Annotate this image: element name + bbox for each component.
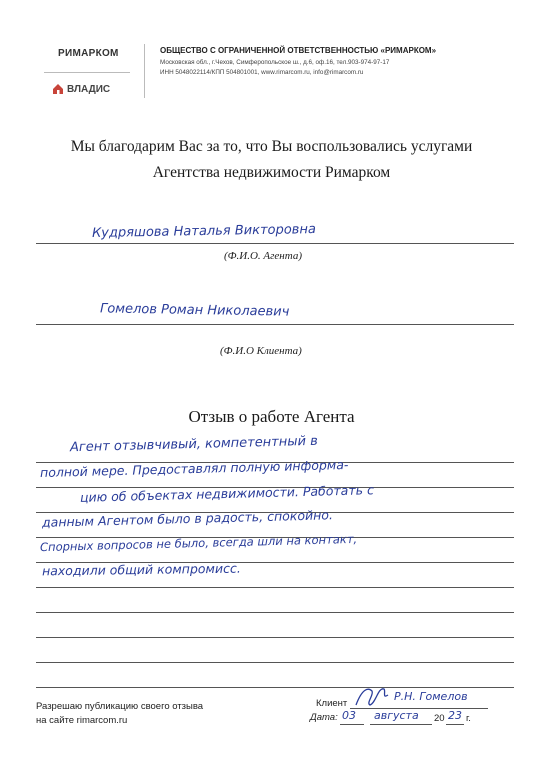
- date-day: 03: [342, 709, 356, 722]
- review-line: [36, 637, 514, 638]
- house-icon: [52, 83, 64, 95]
- brand-logo: РИМАРКОМ: [58, 48, 119, 59]
- agent-name-line: [36, 243, 514, 244]
- date-month-line: [370, 724, 432, 725]
- review-text-line-4: данным Агентом было в радость, спокойно.: [41, 507, 334, 530]
- signature-scribble: [352, 683, 394, 709]
- client-name-handwritten: Гомелов Роман Николаевич: [99, 301, 290, 320]
- publication-consent: [36, 700, 203, 728]
- review-text-line-2: полной мере. Предоставлял полную информа-: [39, 456, 349, 481]
- review-line: [36, 587, 514, 588]
- review-text-line-1: Агент отзывчивый, компетентный в: [69, 433, 318, 456]
- date-label: Дата:: [310, 712, 338, 723]
- date-month: августа: [374, 709, 419, 722]
- date-year-line: [446, 724, 464, 725]
- client-name-line: [36, 324, 514, 325]
- sub-brand-name: ВЛАДИС: [67, 83, 111, 95]
- date-year-end: г.: [466, 713, 471, 724]
- date-year-prefix: 20: [434, 713, 445, 724]
- client-signature-text: Р.Н. Гомелов: [394, 690, 468, 703]
- client-label: Клиент: [316, 698, 348, 709]
- logo-divider: [44, 72, 130, 73]
- header-divider: [144, 44, 145, 98]
- review-text-line-6: находили общий компромисс.: [41, 560, 241, 579]
- company-address: Московская обл., г.Чехов, Симферопольское ш., д.6, оф.16, тел.903-974-97-17: [160, 59, 390, 66]
- review-title: Отзыв о работе Агента: [188, 407, 355, 426]
- company-name: ОБЩЕСТВО С ОГРАНИЧЕННОЙ ОТВЕТСТВЕННОСТЬЮ «РИМАРКОМ»: [160, 46, 437, 55]
- thanks-line-1: Мы благодарим Вас за то, что Вы воспользовались услугами: [70, 138, 473, 155]
- thanks-line-2: Агентства недвижимости Римарком: [152, 164, 391, 181]
- company-requisites: ИНН 5048022114/КПП 504801001, www.rimarcom.ru, info@rimarcom.ru: [160, 69, 364, 76]
- review-text-line-5: Спорных вопросов не было, всегда шли на контакт,: [39, 531, 358, 555]
- review-line: [36, 687, 514, 688]
- review-text-line-3: цию об объектах недвижимости. Работать с: [79, 482, 375, 505]
- agent-name-handwritten: Кудряшова Наталья Викторовна: [91, 222, 317, 241]
- date-day-line: [340, 724, 364, 725]
- sub-brand-logo: [52, 83, 110, 95]
- client-caption: (Ф.И.О Клиента): [220, 345, 302, 357]
- agent-caption: (Ф.И.О. Агента): [224, 250, 302, 262]
- date-year-suffix: 23: [448, 709, 462, 722]
- consent-line-2: на сайте rimarcom.ru: [36, 715, 128, 726]
- review-line: [36, 662, 514, 663]
- consent-line-1: Разрешаю публикацию своего отзыва: [36, 701, 204, 712]
- thanks-message: [0, 134, 543, 186]
- review-line: [36, 612, 514, 613]
